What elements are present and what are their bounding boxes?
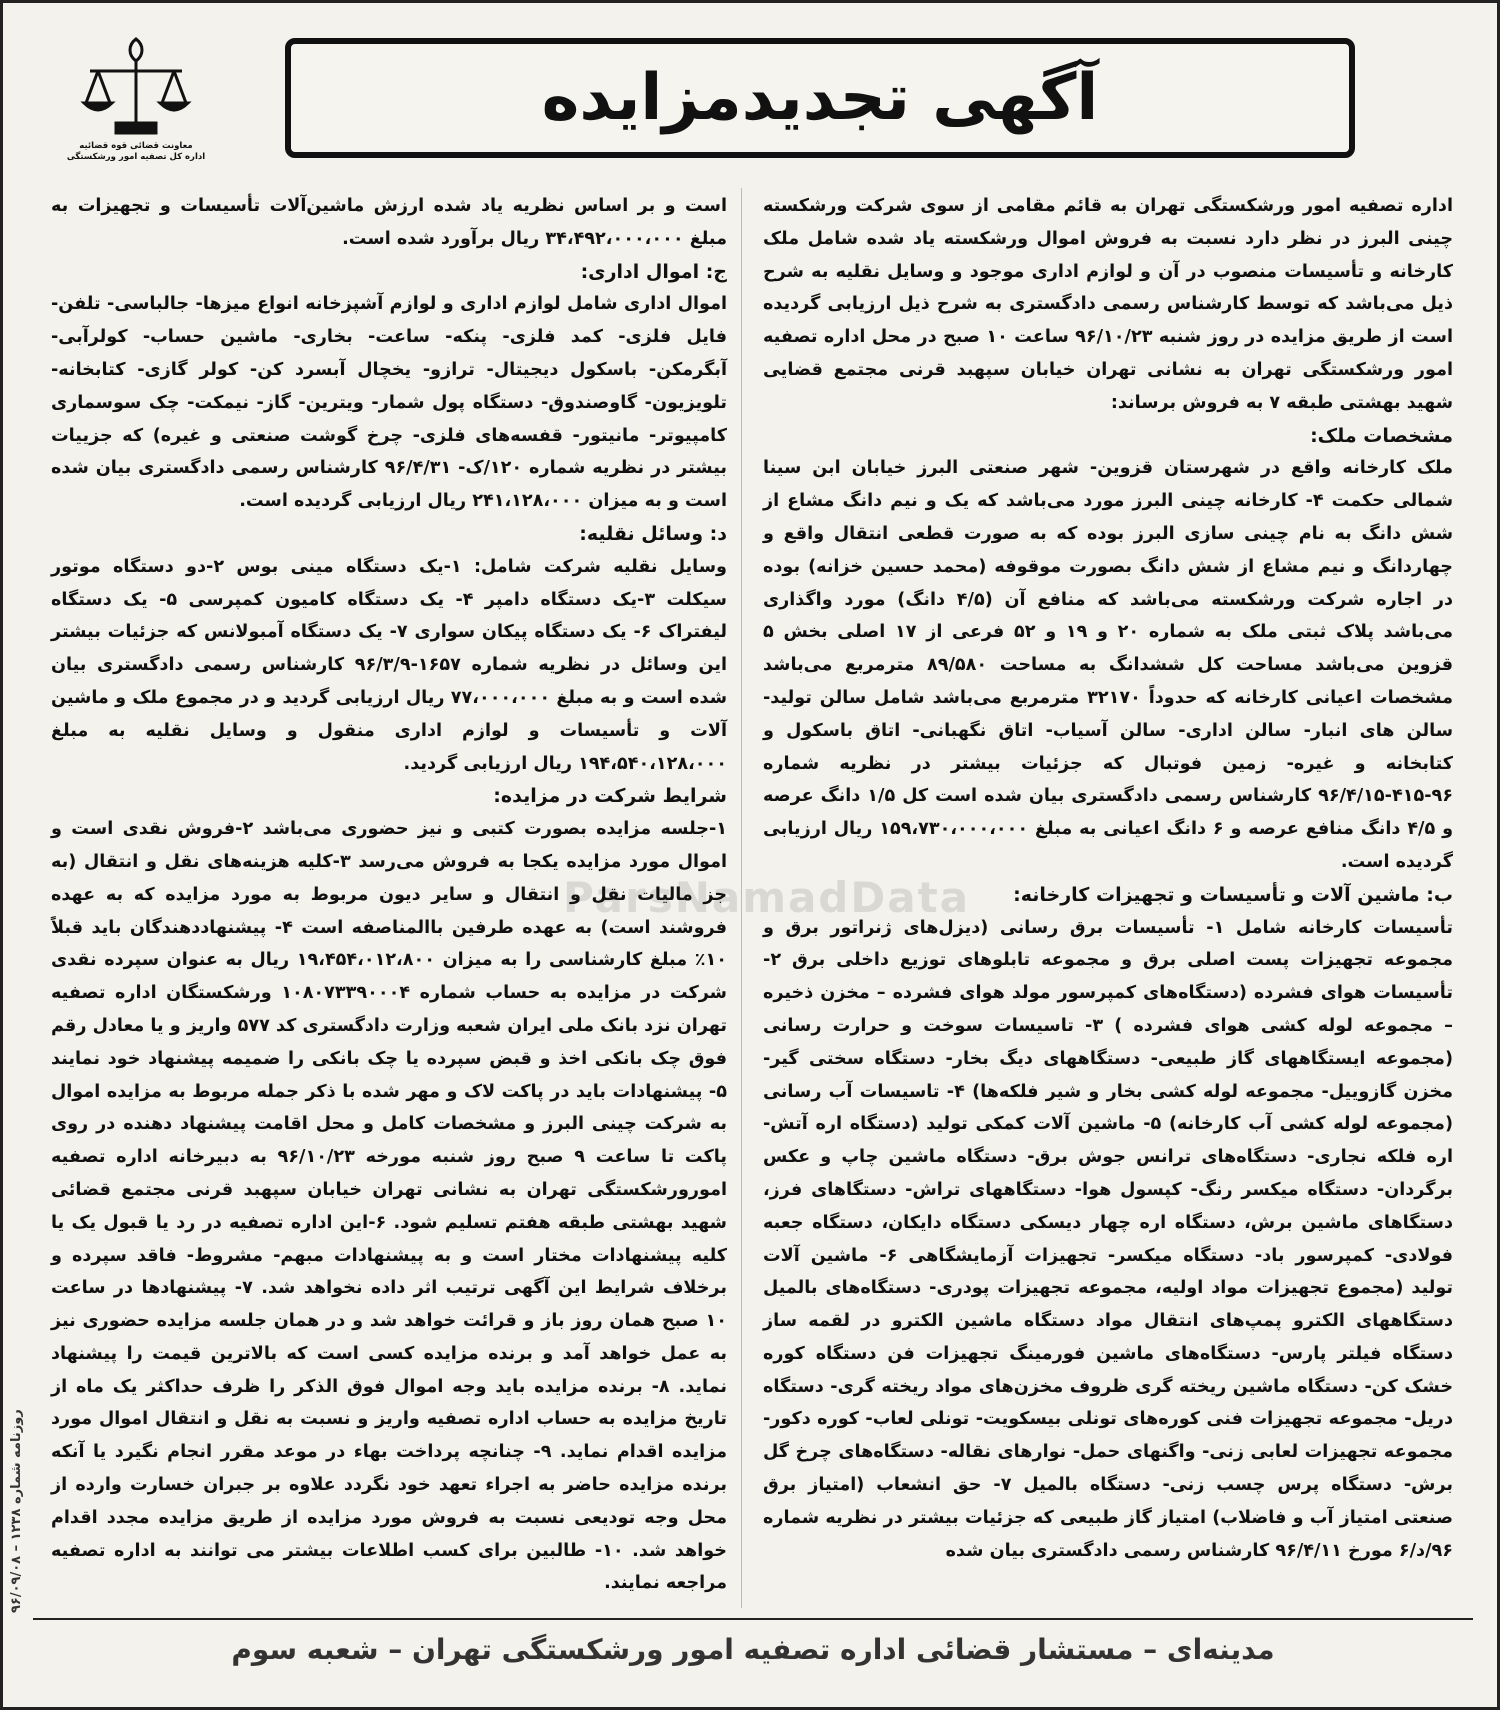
section-b-heading: ب: ماشین آلات و تأسیسات و تجهیزات کارخانه: <box>1013 883 1453 906</box>
right-column <box>763 190 1453 1567</box>
section-c-heading: ج: اموال اداری: <box>580 260 727 283</box>
section-d-heading: د: وسائل نقلیه: <box>579 522 727 545</box>
conditions-text: ۱-جلسه مزایده بصورت کتبی و نیز حضوری می‌باشد ۲-فروش نقدی است و اموال مورد مزایده یکجا به فروش می‌رسد ۳-کلیه هزینه‌های نقل و انتقال (به جز مالیات نقل و انتقال و سایر دیون مربوط به مورد مزایده که به عهده فروشند است) به عهده طرفین باالمناصفه است ۴- پیشنهاددهندگان باید قبلاً ۱۰٪ مبلغ کارشناسی را به میزان ۱۹،۴۵۴،۰۱۲،۸۰۰ ریال به عنوان سپرده نقدی شرکت در مزایده به حساب شماره ۱۰۸۰۷۳۳۹۰۰۰۴ ورشکستگان اداره تصفیه تهران نزد بانک ملی ایران شعبه وزارت دادگستری کد ۵۷۷ واریز و یا معادل رقم فوق چک بانکی اخذ و قبض سپرده یا چک بانکی را ضمیمه پیشنهاد خود نمایند ۵- پیشنهادات باید در پاکت لاک و مهر شده با ذکر جمله مربوط به مزایده اموال به شرکت چینی البرز و مشخصات کامل و محل اقامت پیشنهاد دهنده در روی پاکت تا ساعت ۹ صبح روز شنبه مورخه ۹۶/۱۰/۲۳ به دبیرخانه اداره تصفیه امورورشکستگی تهران به نشانی تهران خیابان سپهبد قرنی مجتمع قضائی شهید بهشتی طبقه هفتم تسلیم شود. ۶-این اداره تصفیه در رد یا قبول یک یا کلیه پیشنهادات مختار است و به پیشنهادات مبهم- مشروط- فاقد سپرده و برخلاف شرایط این آگهی ترتیب اثر داده نخواهد شد. ۷- پیشنهادها در ساعت ۱۰ صبح همان روز باز و قرائت خواهد شد و در همان جلسه مزایده حضوری نیز به عمل خواهد آمد و برنده مزایده کسی است که بالاترین قیمت را پیشنهاد نماید. ۸- برنده مزایده باید وجه اموال فوق الذکر را ظرف حداکثر یک ماه از تاریخ مزایده به حساب اداره تصفیه واریز و نسبت به نقل و انتقال اموال مورد مزایده اقدام نماید. ۹- چنانچه پرداخت بهاء در موعد مقرر انجام نگیرد یا آنکه برنده مزایده حاضر به اجراء تعهد خود نگردد علاوه بر جبران خسارت وارده از محل وجه تودیعی نسبت به فروش مورد مزایده از طریق مزایده مجدد اقدام خواهد شد. ۱۰- طالبین برای کسب اطلاعات بیشتر می توانند به اداره تصفیه مراجعه نمایند. <box>51 819 727 1594</box>
section-d-text: وسایل نقلیه شرکت شامل: ۱-یک دستگاه مینی بوس ۲-دو دستگاه موتور سیکلت ۳-یک دستگاه دامپر ۴- یک دستگاه کامیون کمپرسی ۵- یک دستگاه لیفتراک ۶- یک دستگاه پیکان سواری ۷- یک دستگاه آمبولانس که جزئیات بیشتر این وسائل در نظریه شماره ۱۶۵۷-۹۶/۳/۹ کارشناس رسمی دادگستری بیان شده است و به مبلغ ۷۷،۰۰۰،۰۰۰ ریال ارزیابی گردید و در مجموع ملک و ماشین آلات و تأسیسات و لوازم اداری منقول و وسایل نقلیه به مبلغ ۱۹۴،۵۴۰،۱۲۸،۰۰۰ ریال ارزیابی گردید. <box>51 556 728 774</box>
conditions-heading: شرایط شرکت در مزایده: <box>493 785 727 808</box>
section-b-text: تأسیسات کارخانه شامل ۱- تأسیسات برق رسانی (دیزل‌های ژنراتور برق و مجموعه تجهیزات پست اصلی برق و مجموعه تابلوهای توزیع داخلی برق ۲- تأسیسات هوای فشرده (دستگاه‌های کمپرسور مولد هوای فشرده – مخزن ذخیره – مجموعه لوله کشی هوای فشرده ) ۳- تاسیسات سوخت و حرارت رسانی (مجموعه ایستگاههای گاز طبیعی- دستگاههای دیگ بخار- دستگاه سختی گیر- مخزن گازوییل- مجموعه لوله کشی بخار و شیر فلکه‌ها) ۴- تاسیسات آب رسانی (مجموعه لوله کشی آب کارخانه) ۵- ماشین آلات کمکی تولید (دستگاه اره آتش- اره فلکه نجاری- دستگاه‌های ترانس جوش برق- دستگاه ماشین چاپ و عکس برگردان- دستگاه میکسر رنگ- کپسول هوا- دستگاههای تراش- دستگاهای فرز، دستگاهای ماشین برش، دستگاه اره چهار دیسکی دستگاه دایکان، دستگاه جعبه فولادی- کمپرسور باد- دستگاه میکسر- تجهیزات آزمایشگاهی ۶- ماشین آلات تولید (مجموع تجهیزات مواد اولیه، مجموعه تجهیزات پودری- دستگاه‌های بالمیل دستگاههای الکترو پمپ‌های انتقال مواد دستگاه ماشین الکترو در لقمه ساز دستگاه فیلتر پارس- دستگاه‌های ماشین فورمینگ تجهیزات فن دستگاه کوره خشک کن- دستگاه ماشین ریخته گری ظروف مخزن‌های مواد ریخته گری- دستگاه دریل- مجموعه تجهیزات فنی کوره‌های تونلی بیسکویت- تونلی لعاب- کوره دکور- مجموعه تجهیزات لعابی زنی- واگنهای حمل- نوارهای نقاله- دستگاه‌های چرخ گل برش- دستگاه پرس چسب زنی- دستگاه بالمیل ۷- حق انشعاب (امتیاز برق صنعتی امتیاز آب و فاضلاب) امتیاز گاز طبیعی که جزئیات بیشتر در نظریه شماره ۹۶/د/۶ مورخ ۹۶/۴/۱۱ کارشناس رسمی دادگستری بیان شده <box>763 917 1454 1561</box>
emblem-caption-line1: معاونت قضائی قوه قضائیه <box>79 141 193 151</box>
intro-paragraph: اداره تصفیه امور ورشکستگی تهران به قائم مقامی از سوی شرکت ورشکسته چینی البرز در نظر دارد نسبت به فروش اموال ورشکسته یاد شده شامل ملک کارخانه و تأسیسات منصوب در آن و لوازم اداری موجود و وسایل نقلیه به شرح ذیل می‌باشد که توسط کارشناس رسمی دادگستری به شرح ذیل ارزیابی گردیده است از طریق مزایده در روز شنبه ۹۶/۱۰/۲۳ ساعت ۱۰ صبح در محل اداره تصفیه امور ورشکستگی تهران به نشانی تهران خیابان سپهبد قرنی مجتمع قضایی شهید بهشتی طبقه ۷ به فروش برساند: <box>763 196 1454 413</box>
title-banner <box>285 38 1355 158</box>
section-c-text: اموال اداری شامل لوازم اداری و لوازم آشپزخانه انواع میزها- جالباسی- تلفن- فایل فلزی- کمد فلزی- پنکه- ساعت- بخاری- ماشین حساب- کولرآبی- آبگرمکن- باسکول دیجیتال- ترازو- یخچال آبسرد کن- کولر گازی- کتابخانه- تلویزیون- گاوصندوق- دستگاه پول شمار- ویترین- گاز- نیمکت- چک سوسماری کامپیوتر- مانیتور- قفسه‌های فلزی- چرخ گوشت صنعتی و غیره) که جزییات بیشتر در نظریه شماره ۱۲۰/ک- ۹۶/۴/۳۱ کارشناس رسمی دادگستری بیان شده است و به میزان ۲۴۱،۱۲۸،۰۰۰ ریال ارزیابی گردیده است. <box>51 294 727 512</box>
emblem-caption-line2: اداره کل تصفیه امور ورشکستگی <box>66 152 206 162</box>
notice-title: آگهی تجدیدمزایده <box>541 61 1099 135</box>
section-b-continuation: است و بر اساس نظریه یاد شده ارزش ماشین‌آلات تأسیسات و تجهیزات به مبلغ ۳۴،۴۹۲،۰۰۰،۰۰۰ ریال برآورد شده است. <box>51 196 727 249</box>
left-column <box>51 190 727 1600</box>
section-a-text: ملک کارخانه واقع در شهرستان قزوین- شهر صنعتی البرز خیابان ابن سینا شمالی حکمت ۴- کارخانه چینی البرز مورد می‌باشد که یک و نیم دانگ مشاع از شش دانگ به نام چینی سازی البرز بوده که به صورت قطعی انتقال واقع و چهاردانگ و نیم مشاع از شش دانگ بصورت موقوفه (محمد حسین خزانه) بوده در اجاره شرکت ورشکسته می‌باشد که منافع آن (۴/۵ دانگ) مورد واگذاری می‌باشد پلاک ثبتی ملک به شماره ۲۰ و ۱۹ و ۵۲ فرعی از ۱۷ اصلی بخش ۵ قزوین می‌باشد مساحت کل ششدانگ به مساحت ۸۹/۵۸۰ مترمربع می‌باشد مشخصات اعیانی کارخانه که حدوداً ۳۲۱۷۰ مترمربع می‌باشد شامل سالن تولید- سالن های انبار- سالن اداری- سالن آسیاب- اتاق نگهبانی- اتاق باسکول و کتابخانه و غیره- زمین فوتبال که جزئیات بیشتر در نظریه شماره ۹۶-۴۱۵-۹۶/۴/۱۵ کارشناس رسمی دادگستری بیان شده است کل ۱/۵ دانگ عرصه و ۴/۵ دانگ منافع عرصه و ۶ دانگ اعیانی به مبلغ ۱۵۹،۷۳۰،۰۰۰،۰۰۰ ریال ارزیابی گردیده است. <box>763 458 1454 872</box>
section-a-heading: مشخصات ملک: <box>1310 424 1453 447</box>
footer-rule <box>33 1618 1473 1620</box>
watermark: ParsNamadData <box>563 873 970 922</box>
signature-footer: مدینه‌ای – مستشار قضائی اداره تصفیه امور ورشکستگی تهران – شعبه سوم <box>231 1633 1275 1666</box>
column-divider <box>741 188 742 1608</box>
judiciary-emblem <box>51 31 221 191</box>
scales-emblem-icon <box>76 31 196 141</box>
newspaper-side-code: روزنامه شماره ۱۲۳۸ – ۹۶/۰۹/۰۸ <box>9 1409 24 1613</box>
